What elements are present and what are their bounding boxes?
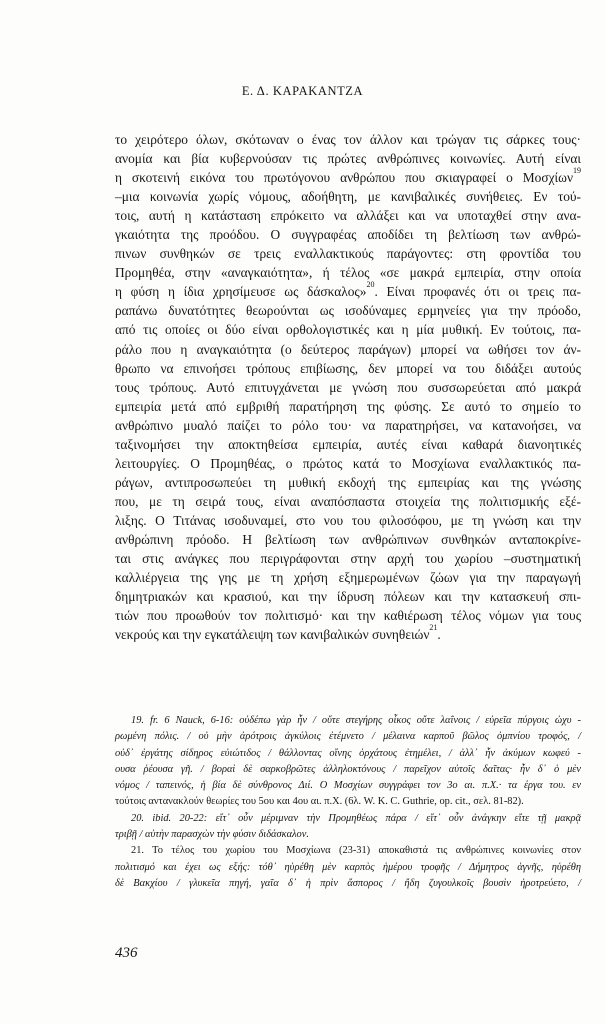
body-line: ανθρώπινο μυαλό παίζει το ρόλο του· να παρατηρήσει, να κατανοήσει, να bbox=[115, 417, 581, 433]
body-line: ράλο που η αναγκαιότητα (ο δεύτερος παράγων) μπορεί να ωθήσει τον άν- bbox=[115, 341, 581, 357]
footnote-20-line: 20. ibid. 20-22: εἴτ᾽ οὖν μέριμναν τὴν Προμηθέως πάρα / εἴτ᾽ οὖν ἀνάγκην εἴτε τῇ μακρᾷ bbox=[131, 812, 581, 824]
body-line: ράγων, αντιπροσωπεύει τη μυθική εκδοχή της εμπειρίας και της γνώσης bbox=[115, 474, 581, 490]
body-line: γκαιότητα της προόδου. Ο συγγραφέας αποδίδει τη βελτίωση των ανθρώ- bbox=[115, 227, 581, 243]
body-line: το χειρότερο όλων, σκότωναν ο ένας τον άλλον και τρώγαν τις σάρκες τους· bbox=[115, 132, 581, 147]
page-number: 436 bbox=[115, 945, 138, 961]
footnote-21-line: 21. Το τέλος του χωρίου του Μοσχίωνα (23-31) αποκαθιστά τις ανθρώπινες κοινωνίες στον bbox=[131, 845, 581, 857]
body-text bbox=[115, 130, 581, 644]
footnote-marker[interactable]: 19 bbox=[573, 166, 581, 176]
body-line: τιών που προωθούν τον πολιτισμό· και την καθιέρωση τέλος νόμων για τους bbox=[115, 608, 581, 624]
body-line: –μια κοινωνία χωρίς νόμους, αδοήθητη, με κανιβαλικές συνήθειες. Εν τού- bbox=[115, 189, 581, 205]
body-line-text: . Είναι προφανές ότι οι τρεις πα- bbox=[374, 284, 582, 300]
body-line bbox=[115, 282, 581, 301]
footnote-19-line: ουσα ῥέουσα γῆ. / βοραὶ δὲ σαρκοβρῶτες ἀλληλοκτόνους / παρεῖχον αὐτοῖς δαῖτας· ἦν δ᾽ ὁ μὲν bbox=[115, 763, 581, 775]
footnote-marker[interactable]: 21 bbox=[429, 623, 438, 633]
footnote-marker[interactable]: 20 bbox=[366, 280, 375, 290]
footnote-19-line: 19. fr. 6 Nauck, 6-16: οὐδέπω γὰρ ἦν / οὔτε στεγήρης οἶκος οὔτε λαΐνοις / εὐρεῖα πύργοις ὠχυ - bbox=[131, 715, 581, 726]
footnote-19-line: οὐδ᾽ ἐργάτης σίδηρος εὐιώτιδος / θάλλοντας οἴνης ὀρχάτους ἐτημέλει, / ἀλλ᾽ ἦν ἀκύμων κωφεύ - bbox=[115, 747, 581, 759]
body-line: που, με τη σειρά τους, είναι αναπόσπαστα στοιχεία της πολιτισμικής εξέ- bbox=[115, 493, 581, 509]
body-line: εμπειρία μετά από εμβριθή παρατήρηση της φύσης. Σε αυτό το σημείο το bbox=[115, 398, 581, 414]
body-line: ραπάνω δυνατότητες θεωρούνται ως ισοδύναμες ερμηνείες για την πρόοδο, bbox=[115, 303, 581, 319]
footnote-19-line: νόμος / ταπεινός, ἡ βία δὲ σύνθρονος Διί. Ο Μοσχίων συγγράφει τον 3ο αι. π.Χ.· τα έργα του. εν bbox=[115, 780, 581, 792]
body-line: λειτουργίες. Ο Προμηθέας, ο πρώτος κατά το Μοσχίωνα εναλλακτικός πα- bbox=[115, 455, 581, 471]
body-line: ταξινομήσει την αποκτηθείσα εμπειρία, αυτές είναι καθαρά διανοητικές bbox=[115, 436, 581, 452]
body-line: πινων συνθηκών σε τρεις εναλλακτικούς παράγοντες: στη φροντίδα του bbox=[115, 246, 581, 262]
body-line-text: η φύση η ίδια χρησίμευσε ως δάσκαλος» bbox=[115, 284, 367, 300]
body-line: Προμηθέα, στην «αναγκαιότητα», ή τέλος «σε μακρά εμπειρία, στην οποία bbox=[115, 265, 581, 281]
body-line: λιξης. Ο Τιτάνας ισοδυναμεί, στο νου του φιλοσόφου, με τη γνώση και την bbox=[115, 512, 581, 528]
footnotes bbox=[115, 713, 581, 892]
body-line: τοις, αυτή η κατάσταση επρόκειτο να αλλάξει και να υποταχθεί στην ανα- bbox=[115, 208, 581, 224]
body-line: ανθρώπινη πρόοδο. Η βελτίωση των ανθρώπινων συνθηκών ανταποκρίνε- bbox=[115, 531, 581, 547]
running-head: Ε. Δ. ΚΑΡΑΚΑΝΤΖΑ bbox=[241, 84, 364, 98]
body-line: ται στις ανάγκες που περιγράφονται στην αρχή του χωρίου –συστηματική bbox=[115, 551, 581, 567]
footnote-19-line: τούτοις αντανακλούν θεωρίες του 5ου και 4ου αι. π.Χ. (6λ. W. K. C. Guthrie, op. cit., σελ. 81-82). bbox=[115, 796, 524, 808]
body-line bbox=[115, 168, 581, 187]
body-line-text: νεκρούς και την εγκατάλειψη των κανιβαλικών συνηθειών bbox=[115, 627, 430, 643]
body-line: από τις οποίες οι δύο είναι ορθολογιστικές και η μία μυθική. Εν τούτοις, πα- bbox=[115, 322, 581, 338]
body-line-text: η σκοτεινή εικόνα του πρωτόγονου ανθρώπου που σκιαγραφεί ο Μοσχίων bbox=[115, 170, 573, 186]
footnote-21-line: δὲ Βακχίου / γλυκεῖα πηγή, γαῖα δ᾽ ἡ πρὶν ἄσπορος / ἤδη ζυγουλκοῖς βουσὶν ἠροτρεύετο, / bbox=[115, 877, 581, 889]
body-line: ανομία και βία κυβερνούσαν τις πρώτες ανθρώπινες κοινωνίες. Αυτή είναι bbox=[115, 151, 581, 167]
body-line: νεκρούς και την εγκατάλειψη των κανιβαλικών συνηθειών$^{21}$. bbox=[115, 623, 441, 643]
body-line: τους τρόπους. Αυτό επιτυγχάνεται με γνώση που συσσωρεύεται από μακρά bbox=[115, 379, 581, 395]
body-line: δημητριακών και κρασιού, και την ίδρυση πόλεων και την κατασκευή σπι- bbox=[115, 589, 581, 605]
footnote-19-line: ρωμένη πόλις. / οὐ μὴν ἀρότροις ἀγκύλοις ἐτέμνετο / μέλαινα καρποῦ βῶλος ὀμπνίου τροφός, / bbox=[115, 731, 581, 743]
body-line: θρωπο να επινοήσει τρόπους επιβίωσης, δεν μπορεί να του διδάξει αυτούς bbox=[115, 360, 581, 376]
body-line: καλλιέργεια της γης με τη χρήση εξημερωμένων ζώων για την παραγωγή bbox=[115, 570, 581, 586]
footnote-21-line: πολιτισμό και έχει ως εξής: τόθ᾽ ηὑρέθη μὲν καρπὸς ἡμέρου τροφῆς / Δήμητρος ἁγνῆς, ηὑρέθη bbox=[115, 861, 581, 873]
footnote-20-line: τριβῇ / αὐτὴν παρασχὼν τὴν φύσιν διδάσκαλον. bbox=[115, 829, 309, 841]
